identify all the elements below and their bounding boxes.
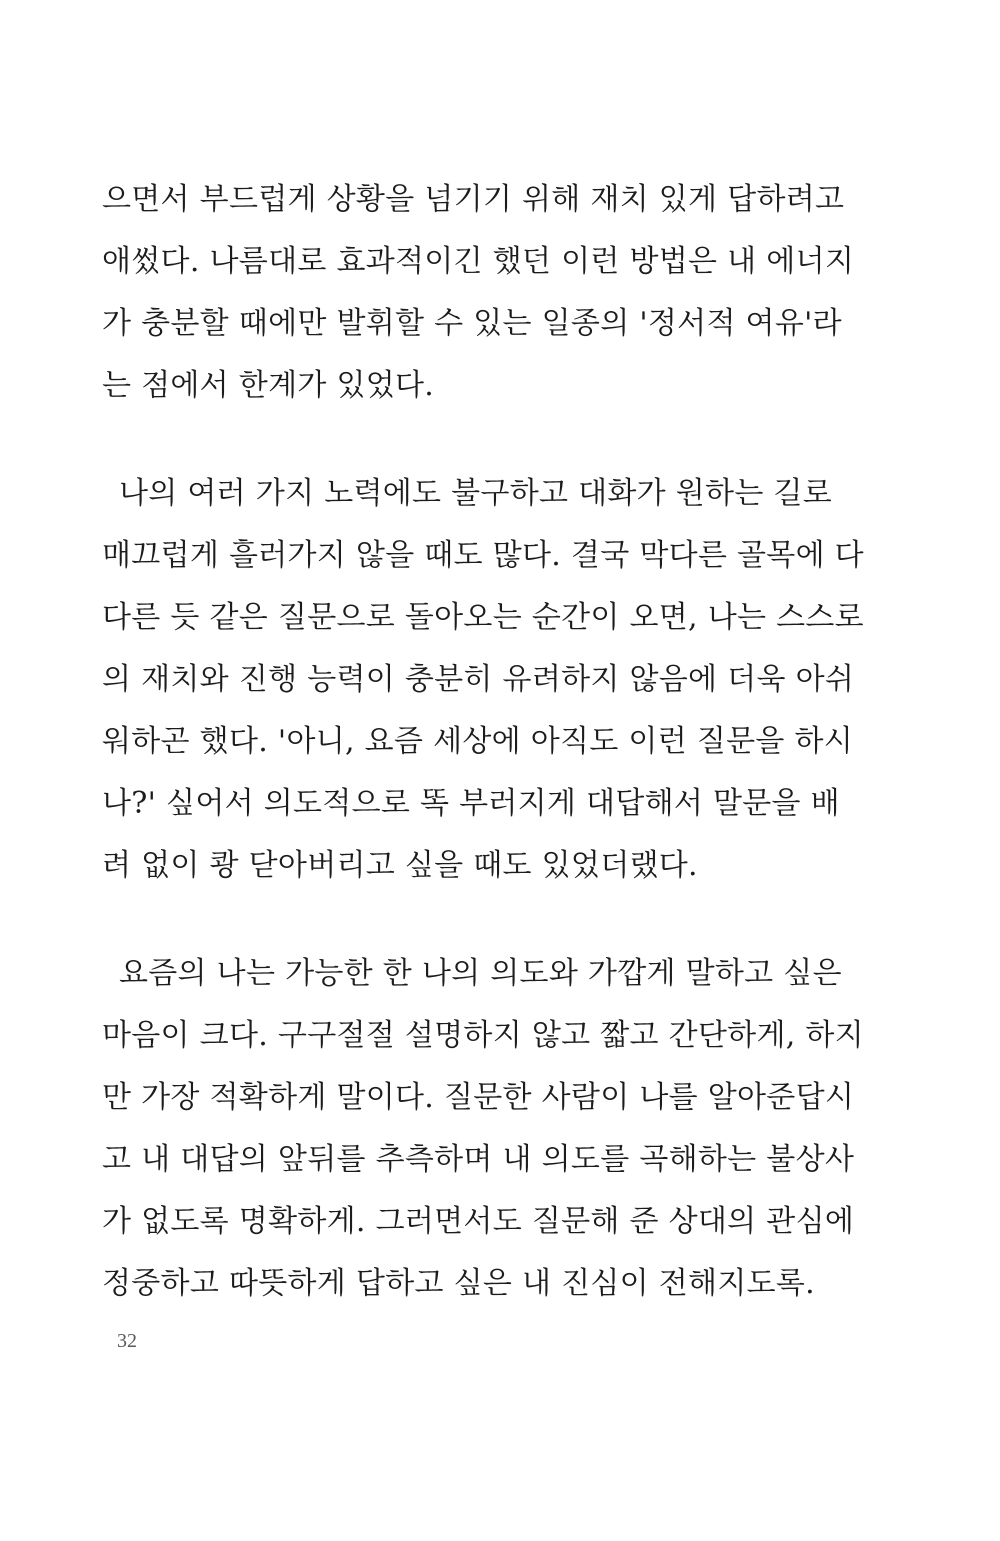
text-line: 으면서 부드럽게 상황을 넘기기 위해 재치 있게 답하려고 — [102, 182, 845, 217]
text-line: 나?' 싶어서 의도적으로 똑 부러지게 대답해서 말문을 배 — [102, 786, 840, 821]
text-line: 마음이 크다. 구구절절 설명하지 않고 짧고 간단하게, 하지 — [102, 1018, 864, 1053]
text-line: 정중하고 따뜻하게 답하고 싶은 내 진심이 전해지도록. — [102, 1266, 816, 1301]
paragraph-1 — [102, 169, 855, 417]
text-line: 다른 듯 같은 질문으로 돌아오는 순간이 오면, 나는 스스로 — [102, 600, 864, 635]
text-line: 고 내 대답의 앞뒤를 추측하며 내 의도를 곡해하는 불상사 — [102, 1142, 855, 1177]
text-line: 애썼다. 나름대로 효과적이긴 했던 이런 방법은 내 에너지 — [102, 244, 855, 279]
text-line: 는 점에서 한계가 있었다. — [102, 368, 435, 403]
text-line: 요즘의 나는 가능한 한 나의 의도와 가깝게 말하고 싶은 — [119, 956, 842, 991]
paragraph-3 — [102, 943, 864, 1315]
text-line: 워하곤 했다. '아니, 요즘 세상에 아직도 이런 질문을 하시 — [102, 724, 854, 759]
text-line: 가 충분할 때에만 발휘할 수 있는 일종의 '정서적 여유'라 — [102, 306, 842, 341]
text-line: 나의 여러 가지 노력에도 불구하고 대화가 원하는 길로 — [119, 476, 833, 511]
text-line: 매끄럽게 흘러가지 않을 때도 많다. 결국 막다른 골목에 다 — [102, 538, 864, 573]
page-number: 32 — [117, 1330, 137, 1352]
text-line: 려 없이 쾅 닫아버리고 싶을 때도 있었더랬다. — [102, 848, 698, 883]
text-line: 만 가장 적확하게 말이다. 질문한 사람이 나를 알아준답시 — [102, 1080, 855, 1115]
text-line: 가 없도록 명확하게. 그러면서도 질문해 준 상대의 관심에 — [102, 1204, 855, 1239]
text-line: 의 재치와 진행 능력이 충분히 유려하지 않음에 더욱 아쉬 — [102, 662, 855, 697]
paragraph-2 — [102, 463, 864, 897]
body-text — [102, 169, 864, 1361]
